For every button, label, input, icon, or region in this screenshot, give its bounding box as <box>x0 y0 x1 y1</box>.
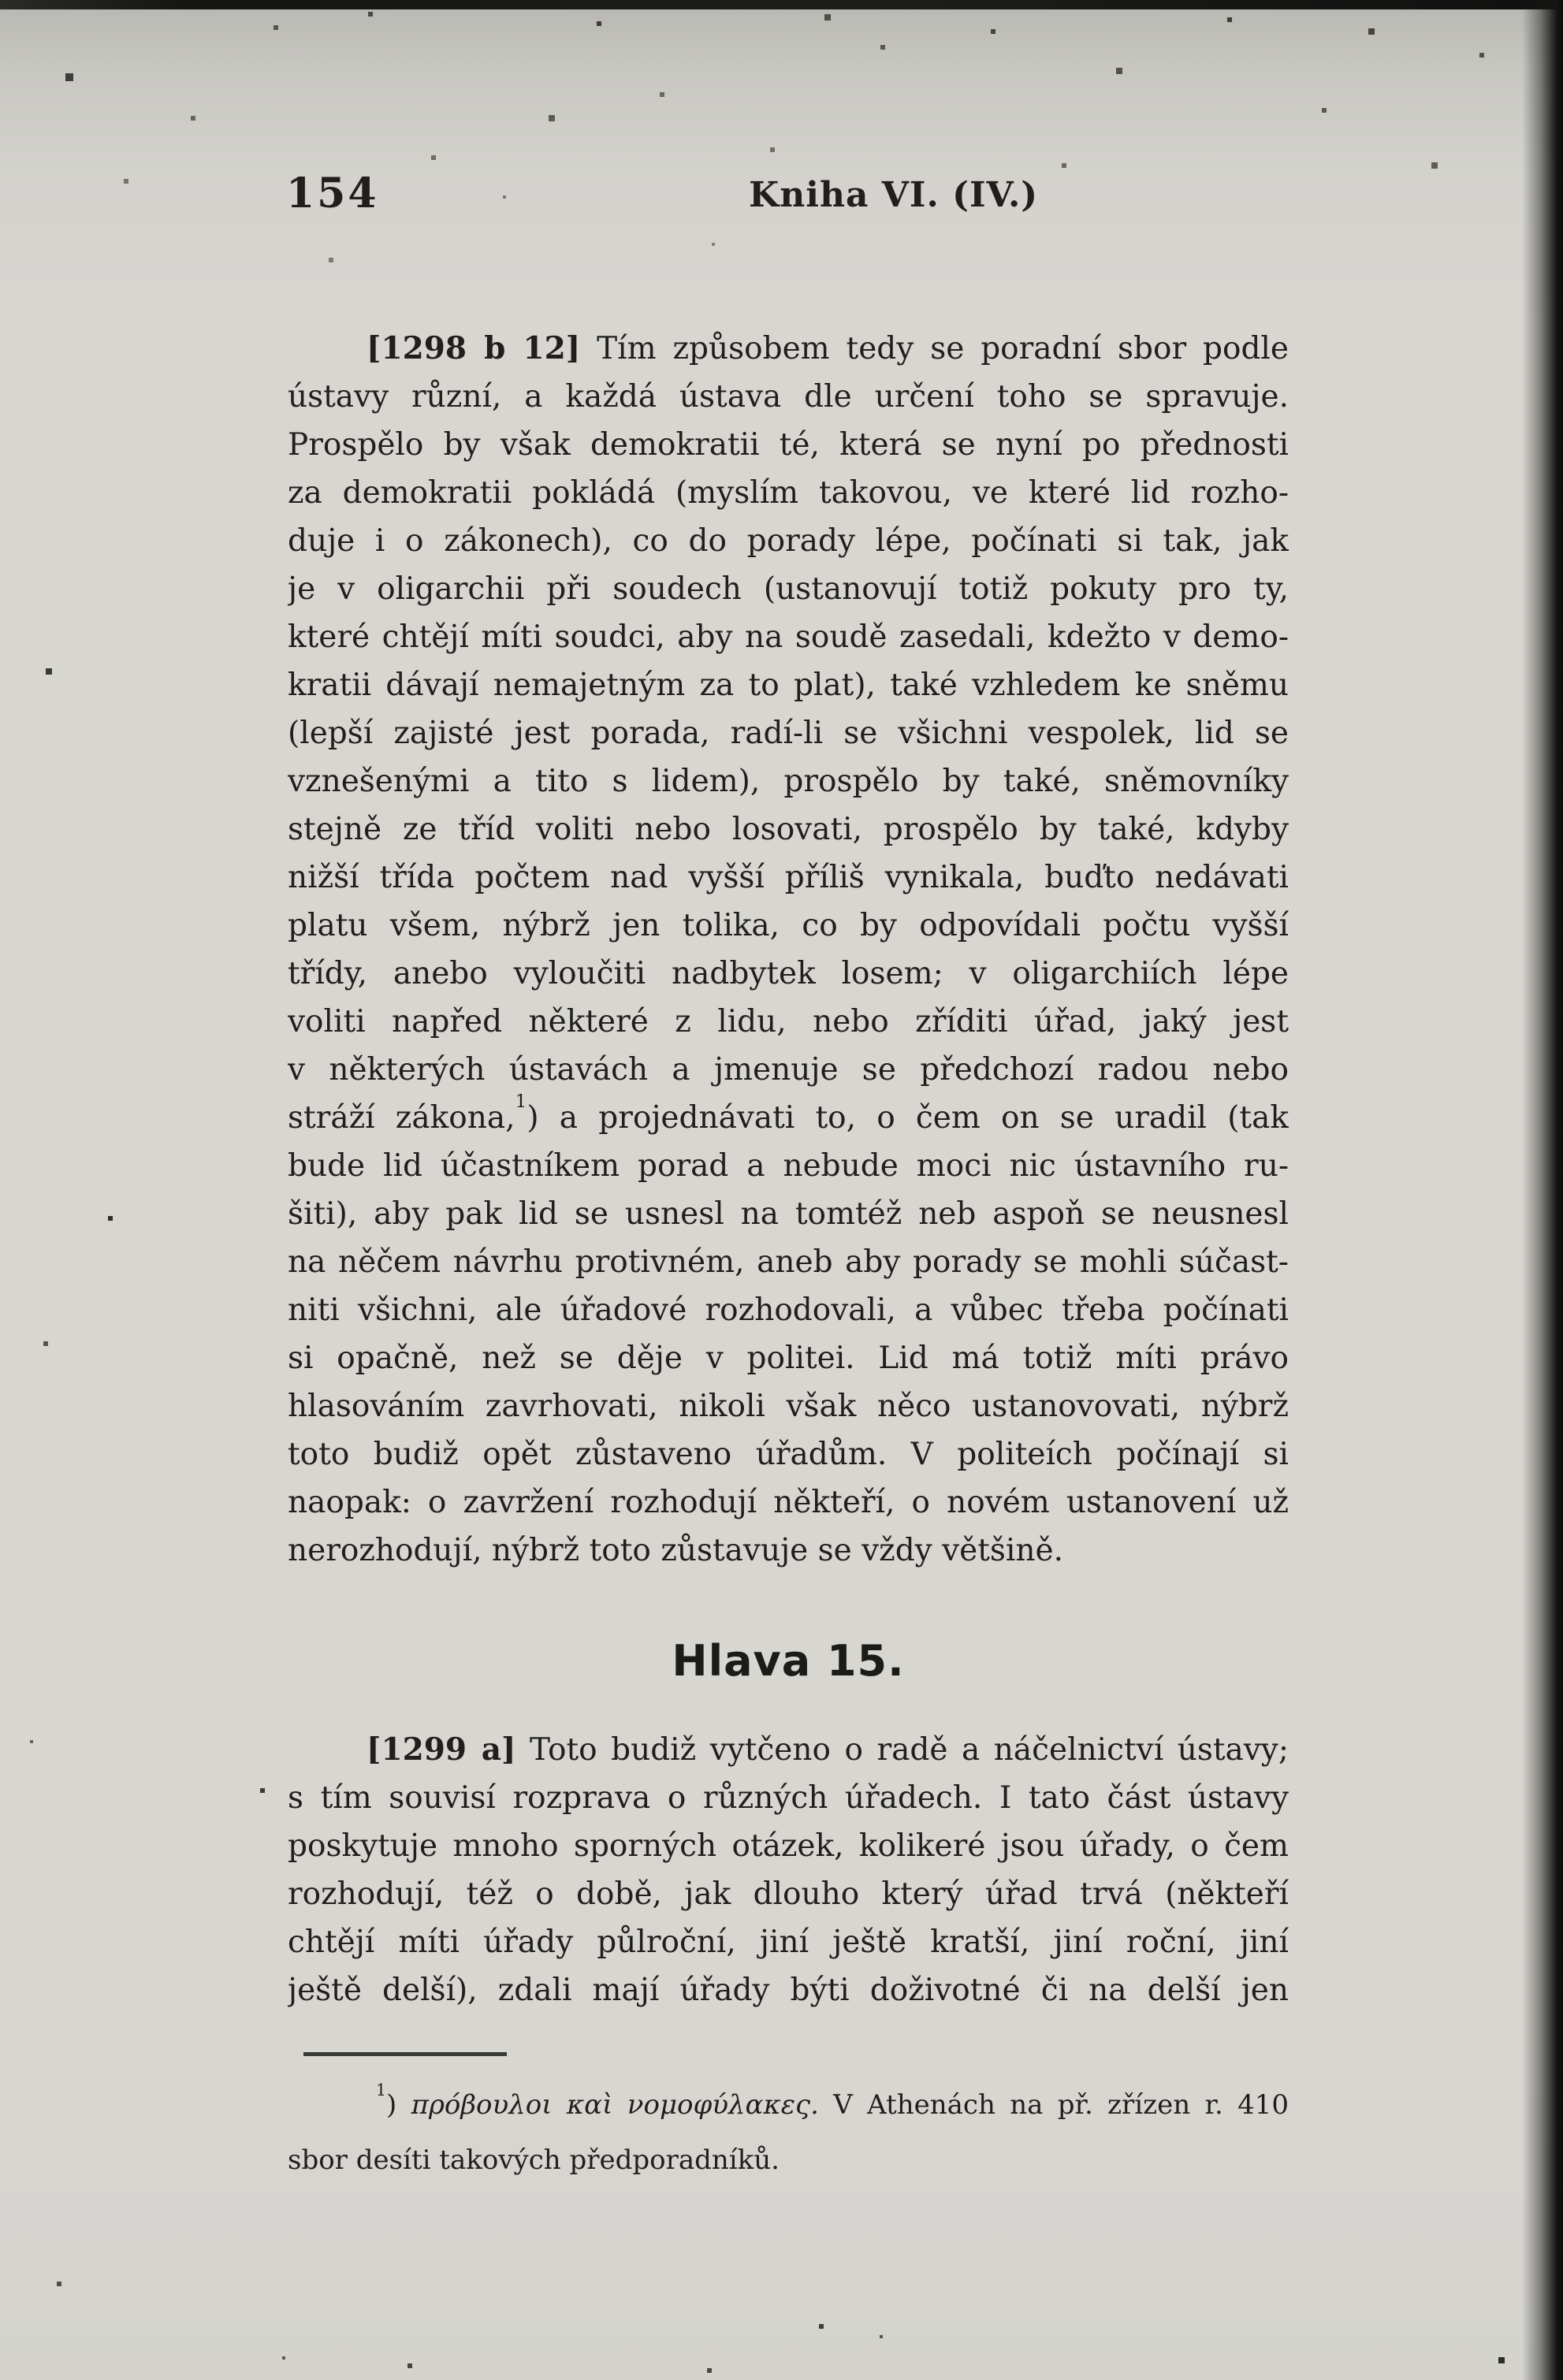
text-line: [1299 a] Toto budiž vytčeno o radě a náčelnictví ústavy; <box>367 1731 1289 1768</box>
text-line: hlasováním zavrhovati, nikoli však něco ustanovovati, nýbrž <box>288 1389 1289 1424</box>
scan-top-edge <box>0 0 1563 9</box>
text-line: duje i o zákonech), co do porady lépe, počínati si tak, jak <box>288 523 1289 559</box>
text-line: rozhodují, též o době, jak dlouho který úřad trvá (někteří <box>288 1876 1289 1912</box>
text-line: v některých ústavách a jmenuje se předchozí radou nebo <box>288 1052 1289 1088</box>
text-line: chtějí míti úřady půlroční, jiní ještě kratší, jiní roční, jiní <box>288 1924 1289 1960</box>
text-line: niti všichni, ale úřadové rozhodovali, a vůbec třeba počínati <box>288 1292 1289 1328</box>
text-line: nižší třída počtem nad vyšší příliš vynikala, buďto nedávati <box>288 860 1289 895</box>
text-line: bude lid účastníkem porad a nebude moci nic ústavního ru- <box>288 1148 1289 1184</box>
text-line: kratii dávají nemajetným za to plat), také vzhledem ke sněmu <box>288 668 1289 703</box>
text-line: které chtějí míti soudci, aby na soudě zasedali, kdežto v demo- <box>288 619 1289 655</box>
text-line: vznešenými a tito s lidem), prospělo by také, sněmovníky <box>288 764 1289 799</box>
footnote-separator <box>303 2052 507 2056</box>
text-line: nerozhodují, nýbrž toto zůstavuje se vždy většině. <box>288 1533 1063 1568</box>
text-line: je v oligarchii při soudech (ustanovují totiž pokuty pro ty, <box>288 571 1289 607</box>
text-line: poskytuje mnoho sporných otázek, kolikeré jsou úřady, o čem <box>288 1828 1289 1864</box>
page-number: 154 <box>286 169 379 218</box>
text-line: na něčem návrhu protivném, aneb aby porady se mohli súčast- <box>288 1244 1289 1280</box>
text-line: třídy, anebo vyloučiti nadbytek losem; v oligarchiích lépe <box>288 956 1289 991</box>
text-line: stráží zákona,$^1$) a projednávati to, o čem on se uradil (tak <box>288 1094 1289 1136</box>
chapter-heading: Hlava 15. <box>672 1636 905 1686</box>
footnote <box>288 2077 1289 2188</box>
text-line: naopak: o zavržení rozhodují někteří, o novém ustanovení už <box>288 1485 1289 1520</box>
text-line: ústavy různí, a každá ústava dle určení toho se spravuje. <box>288 379 1289 415</box>
text-line: stejně ze tříd voliti nebo losovati, prospělo by také, kdyby <box>288 812 1289 847</box>
text-line: za demokratii pokládá (myslím takovou, ve které lid rozho- <box>288 475 1289 511</box>
text-line: $^1$) πρόβουλοι καὶ νομοφύλακες. V Athenách na př. zřízen r. 410 <box>376 2081 1289 2121</box>
scan-gutter-shadow <box>1522 0 1563 2380</box>
body-paragraph-1 <box>288 325 1289 1575</box>
text-line: s tím souvisí rozprava o různých úřadech. I tato část ústavy <box>288 1780 1289 1816</box>
text-line: ještě delší), zdali mají úřady býti doživotné či na delší jen <box>288 1973 1289 2008</box>
text-line: šiti), aby pak lid se usnesl na tomtéž neb aspoň se neusnesl <box>288 1196 1289 1232</box>
text-line: voliti napřed některé z lidu, nebo zříditi úřad, jaký jest <box>288 1004 1289 1039</box>
text-line: platu všem, nýbrž jen tolika, co by odpovídali počtu vyšší <box>288 908 1289 943</box>
text-line: si opačně, než se děje v politei. Lid má totiž míti právo <box>288 1341 1289 1376</box>
text-line: (lepší zajisté jest porada, radí-li se všichni vespolek, lid se <box>288 716 1289 751</box>
text-line: Prospělo by však demokratii té, která se nyní po přednosti <box>288 427 1289 463</box>
body-paragraph-2 <box>288 1726 1289 2014</box>
running-header: Kniha VI. (IV.) <box>749 175 1039 215</box>
text-line: toto budiž opět zůstaveno úřadům. V politeích počínají si <box>288 1437 1289 1472</box>
text-line: [1298 b 12] Tím způsobem tedy se poradní sbor podle <box>367 330 1289 366</box>
text-line: sbor desíti takových předporadníků. <box>288 2144 780 2176</box>
